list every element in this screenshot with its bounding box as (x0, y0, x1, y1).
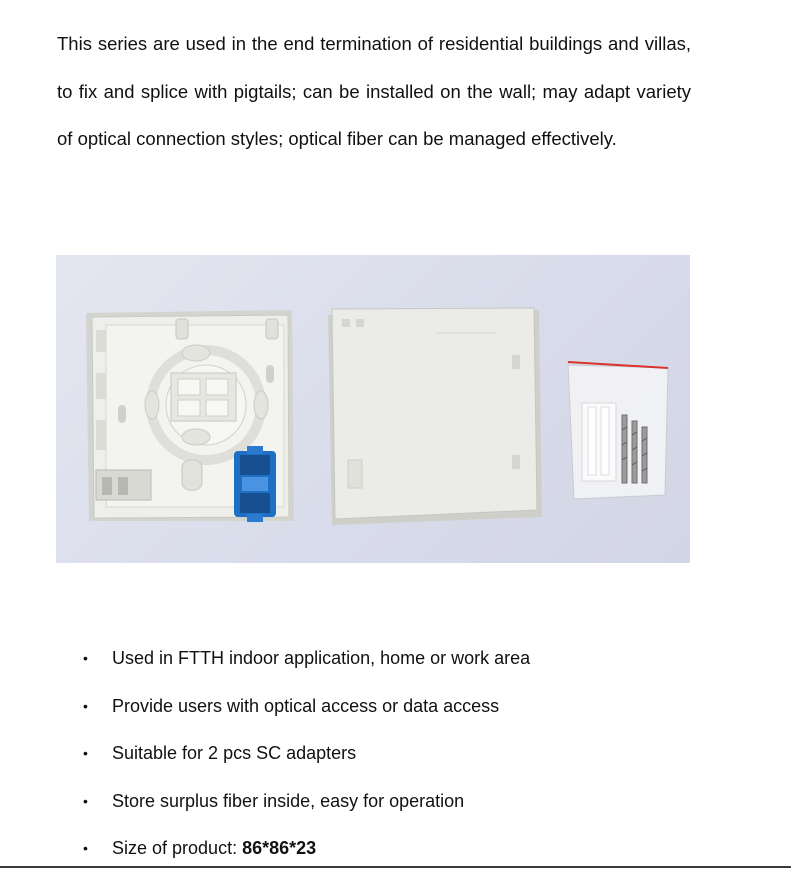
feature-list (0, 634, 791, 872)
size-value: 86*86*23 (242, 838, 317, 859)
list-item (0, 682, 791, 730)
screw-bag (568, 362, 668, 499)
base-plate (86, 310, 294, 522)
list-item (0, 729, 791, 777)
feature-text: Size of product: (112, 838, 243, 859)
feature-text: Provide users with optical access or data access (112, 695, 500, 716)
list-item (0, 634, 791, 682)
bullet-icon: • (83, 650, 88, 666)
bullet-icon: • (83, 697, 88, 714)
sc-adapter (234, 446, 276, 522)
intro-paragraph: This series are used in the end termination of residential buildings and villas, to fix and splice with pigtails; can be installed on the wall; may adapt variety of optical connection styles; optical fiber can be managed effectively. (57, 33, 691, 149)
page-divider (0, 866, 791, 868)
product-photo-illustration (56, 255, 690, 563)
bullet-icon: • (83, 840, 88, 857)
bullet-icon: • (83, 792, 88, 809)
feature-text: Store surplus fiber inside, easy for operation (112, 790, 465, 811)
cover-lid (328, 308, 542, 525)
list-item (0, 824, 791, 872)
bullet-icon: • (83, 745, 88, 762)
feature-text: Suitable for 2 pcs SC adapters (112, 743, 357, 764)
list-item (0, 777, 791, 825)
product-photo (56, 255, 690, 563)
feature-text: Used in FTTH indoor application, home or work area (112, 648, 531, 668)
